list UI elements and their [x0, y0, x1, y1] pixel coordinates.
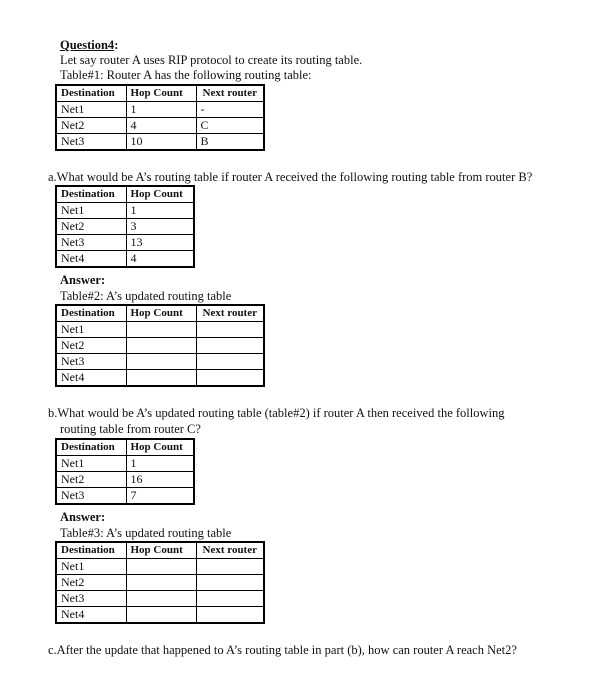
table2-hop-blank[interactable]	[126, 354, 196, 370]
table2-answer	[55, 304, 265, 387]
part-b-question-line2: routing table from router C?	[60, 422, 201, 436]
table3-next-blank[interactable]	[196, 575, 264, 591]
table1-hop: 4	[126, 118, 196, 134]
table1-dest: Net3	[56, 134, 126, 151]
table-row	[56, 456, 194, 472]
table3-hop-blank[interactable]	[126, 607, 196, 624]
table-b-dest: Net1	[56, 203, 126, 219]
table-row	[56, 370, 264, 387]
table-b-hop: 3	[126, 219, 194, 235]
table3-next-blank[interactable]	[196, 591, 264, 607]
table2-dest: Net2	[56, 338, 126, 354]
table-c-dest: Net1	[56, 456, 126, 472]
table-row	[56, 488, 194, 505]
table2-dest: Net3	[56, 354, 126, 370]
table-row	[56, 203, 194, 219]
table-row	[56, 322, 264, 338]
question-title-colon: :	[114, 38, 119, 52]
table-row	[56, 251, 194, 268]
table1-dest: Net2	[56, 118, 126, 134]
table-b-dest: Net2	[56, 219, 126, 235]
table3-hop-blank[interactable]	[126, 559, 196, 575]
table2-next-blank[interactable]	[196, 322, 264, 338]
table-c-dest: Net2	[56, 472, 126, 488]
table-c-hop: 1	[126, 456, 194, 472]
table-b-header-hop-count: Hop Count	[126, 186, 194, 203]
table3-hop-blank[interactable]	[126, 591, 196, 607]
table2-header-hop-count: Hop Count	[126, 305, 196, 322]
part-a-question: a.What would be A’s routing table if router A received the following routing table from router B?	[48, 170, 533, 184]
table2-next-blank[interactable]	[196, 370, 264, 387]
part-b-question-line1: b.What would be A’s updated routing table (table#2) if router A then received the following	[48, 406, 505, 420]
table1-dest: Net1	[56, 102, 126, 118]
table3-header-next-router: Next router	[196, 542, 264, 559]
table-b-hop: 13	[126, 235, 194, 251]
table-from-router-b	[55, 185, 195, 268]
table2-caption: Table#2: A’s updated routing table	[60, 289, 232, 303]
table3-caption: Table#3: A’s updated routing table	[60, 526, 232, 540]
table2-hop-blank[interactable]	[126, 322, 196, 338]
table3-header-hop-count: Hop Count	[126, 542, 196, 559]
table3-next-blank[interactable]	[196, 559, 264, 575]
table3-header-destination: Destination	[56, 542, 126, 559]
table-c-dest: Net3	[56, 488, 126, 505]
table-b-dest: Net3	[56, 235, 126, 251]
table-c-header-destination: Destination	[56, 439, 126, 456]
table-row	[56, 559, 264, 575]
table-b-hop: 1	[126, 203, 194, 219]
table1-header-destination: Destination	[56, 85, 126, 102]
table1-caption: Table#1: Router A has the following routing table:	[60, 68, 312, 82]
table3-dest: Net3	[56, 591, 126, 607]
table2-hop-blank[interactable]	[126, 370, 196, 387]
table-c-hop: 16	[126, 472, 194, 488]
table1-hop: 1	[126, 102, 196, 118]
table-row	[56, 338, 264, 354]
table1-hop: 10	[126, 134, 196, 151]
table-row	[56, 219, 194, 235]
table2-next-blank[interactable]	[196, 338, 264, 354]
table2-dest: Net4	[56, 370, 126, 387]
table-row	[56, 591, 264, 607]
table-from-router-c	[55, 438, 195, 505]
table-row	[56, 354, 264, 370]
table1-next: C	[196, 118, 264, 134]
table-row	[56, 118, 264, 134]
table-row	[56, 134, 264, 151]
table3-dest: Net4	[56, 607, 126, 624]
table2-next-blank[interactable]	[196, 354, 264, 370]
table-c-hop: 7	[126, 488, 194, 505]
intro-text: Let say router A uses RIP protocol to create its routing table.	[60, 53, 363, 67]
table-b-hop: 4	[126, 251, 194, 268]
table-b-header-destination: Destination	[56, 186, 126, 203]
table1	[55, 84, 265, 151]
table1-header-hop-count: Hop Count	[126, 85, 196, 102]
table3-answer	[55, 541, 265, 624]
question-title	[60, 38, 118, 53]
table3-next-blank[interactable]	[196, 607, 264, 624]
part-c-question: c.After the update that happened to A’s routing table in part (b), how can router A reach Net2?	[48, 643, 517, 657]
table1-next: B	[196, 134, 264, 151]
part-b-answer-label: Answer:	[60, 510, 106, 524]
table1-next: -	[196, 102, 264, 118]
table2-dest: Net1	[56, 322, 126, 338]
table3-dest: Net1	[56, 559, 126, 575]
table2-header-destination: Destination	[56, 305, 126, 322]
table-row	[56, 607, 264, 624]
part-a-answer-label: Answer:	[60, 273, 106, 287]
table-row	[56, 235, 194, 251]
table3-hop-blank[interactable]	[126, 575, 196, 591]
table1-header-next-router: Next router	[196, 85, 264, 102]
table-b-dest: Net4	[56, 251, 126, 268]
table-row	[56, 102, 264, 118]
table2-hop-blank[interactable]	[126, 338, 196, 354]
table-c-header-hop-count: Hop Count	[126, 439, 194, 456]
table-row	[56, 472, 194, 488]
question-title-text: Question4	[60, 38, 115, 52]
table-row	[56, 575, 264, 591]
table3-dest: Net2	[56, 575, 126, 591]
table2-header-next-router: Next router	[196, 305, 264, 322]
